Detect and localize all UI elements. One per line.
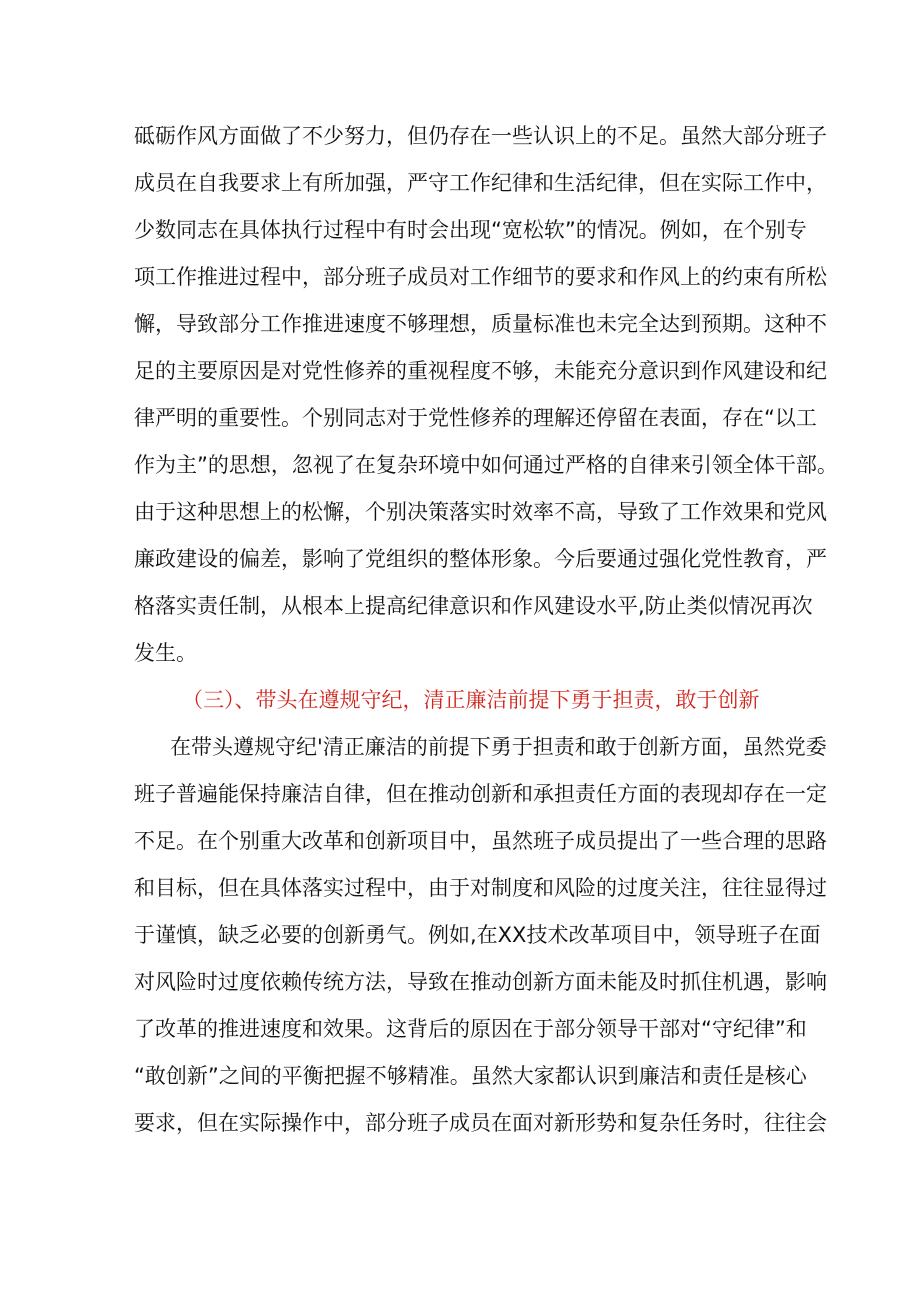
paragraph-1-line: 项工作推进过程中，部分班子成员对工作细节的要求和作风上的约束有所松 bbox=[134, 265, 827, 289]
paragraph-1-line: 成员在自我要求上有所加强，严守工作纪律和生活纪律，但在实际工作中， bbox=[134, 171, 827, 195]
paragraph-1-line: 律严明的重要性。个别同志对于党性修养的理解还停留在表面，存在“以工 bbox=[134, 406, 817, 430]
paragraph-2-line: 不足。在个别重大改革和创新项目中，虽然班子成员提出了一些合理的思路 bbox=[134, 829, 827, 853]
paragraph-2-line: 对风险时过度依赖传统方法，导致在推动创新方面未能及时抓住机遇，影响 bbox=[134, 970, 827, 994]
paragraph-1-line: 足的主要原因是对党性修养的重视程度不够，未能充分意识到作风建设和纪 bbox=[134, 359, 827, 383]
paragraph-2-line: 在带头遵规守纪'清正廉洁的前提下勇于担责和敢于创新方面，虽然党委 bbox=[170, 735, 827, 759]
paragraph-2-line: 了改革的推进速度和效果。这背后的原因在于部分领导干部对“守纪律”和 bbox=[134, 1017, 807, 1041]
paragraph-2-line: 班子普遍能保持廉洁自律，但在推动创新和承担责任方面的表现却存在一定 bbox=[134, 782, 827, 806]
paragraph-2-line: 和目标，但在具体落实过程中，由于对制度和风险的过度关注，往往显得过 bbox=[134, 876, 827, 900]
paragraph-2-line: “敢创新”之间的平衡把握不够精准。虽然大家都认识到廉洁和责任是核心 bbox=[134, 1064, 807, 1088]
paragraph-1-line: 廉政建设的偏差，影响了党组织的整体形象。今后要通过强化党性教育，严 bbox=[134, 547, 827, 571]
paragraph-1-line: 懈，导致部分工作推进速度不够理想，质量标准也未完全达到预期。这种不 bbox=[134, 312, 827, 336]
paragraph-1-line: 格落实责任制，从根本上提高纪律意识和作风建设水平,防止类似情况再次 bbox=[134, 594, 813, 618]
paragraph-1-line: 作为主”的思想，忽视了在复杂环境中如何通过严格的自律来引领全体干部。 bbox=[134, 453, 838, 477]
paragraph-1-line: 由于这种思想上的松懈，个别决策落实时效率不高，导致了工作效果和党风 bbox=[134, 500, 827, 524]
paragraph-1-line: 少数同志在具体执行过程中有时会出现“宽松软”的情况。例如，在个别专 bbox=[134, 218, 807, 242]
paragraph-2-line: 于谨慎，缺乏必要的创新勇气。例如,在XX技术改革项目中，领导班子在面 bbox=[134, 923, 821, 947]
paragraph-2-line: 要求，但在实际操作中，部分班子成员在面对新形势和复杂任务时，往往会 bbox=[134, 1111, 827, 1135]
paragraph-1-line: 发生。 bbox=[134, 641, 197, 665]
section-heading: （三）、带头在遵规守纪，清正廉洁前提下勇于担责，敢于创新 bbox=[182, 688, 760, 712]
paragraph-1-line: 砥砺作风方面做了不少努力，但仍存在一些认识上的不足。虽然大部分班子 bbox=[134, 124, 827, 148]
